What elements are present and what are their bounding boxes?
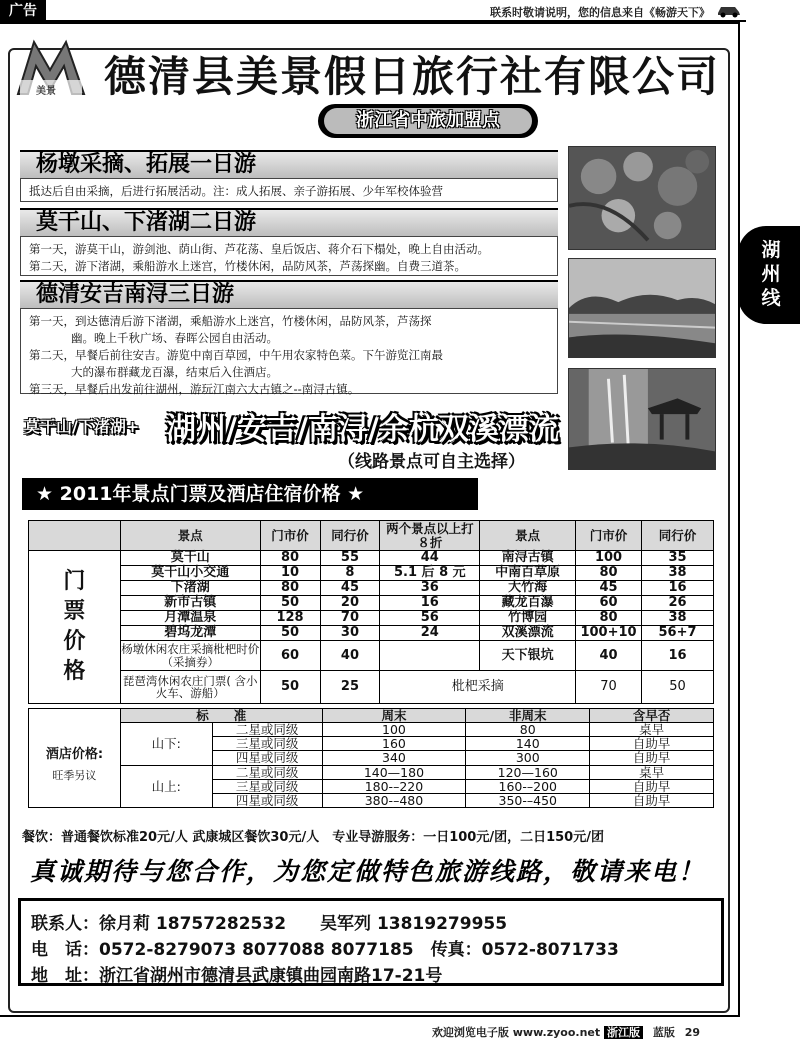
cell: 新市古镇 xyxy=(120,596,260,611)
cell: 56+7 xyxy=(642,626,714,641)
cell: 160-–200 xyxy=(466,779,590,793)
cell: 20 xyxy=(320,596,380,611)
tour-3-line: 第三天，早餐后出发前往湖州，游玩江南六大古镇之--南浔古镇。 xyxy=(29,382,360,396)
franchise-badge: 浙江省中旅加盟点 xyxy=(324,108,532,134)
page-number: 29 xyxy=(684,1026,700,1039)
tour-1-title: 杨墩采摘、拓展一日游 xyxy=(36,152,257,177)
edition-tag: 浙江版 xyxy=(604,1026,643,1039)
table-row xyxy=(29,581,714,596)
table-corner-cell xyxy=(29,521,121,551)
table-header-row xyxy=(29,709,714,723)
cell: 桌早 xyxy=(590,723,714,737)
column-header: 同行价 xyxy=(642,521,714,551)
meal-guide-info: 餐饮：普通餐饮标准20元/人 武康城区餐饮30元/人 专业导游服务：一日100元/团，二日150元/团 xyxy=(22,830,604,845)
slogan: 真诚期待与您合作，为您定做特色旅游线路，敬请来电！ xyxy=(30,857,706,886)
cell: 50 xyxy=(260,596,320,611)
cell: 月潭温泉 xyxy=(120,611,260,626)
tour-2-body xyxy=(20,236,558,276)
cell: 16 xyxy=(642,641,714,671)
edition-color: 蓝版 xyxy=(652,1026,675,1039)
cell: 50 xyxy=(642,671,714,704)
cell: 35 xyxy=(642,551,714,566)
tour-3-title: 德清安吉南浔三日游 xyxy=(36,282,235,307)
source-note: 联系时敬请说明，您的信息来自《畅游天下》 xyxy=(490,6,710,19)
cell: 25 xyxy=(320,671,380,704)
cell: 44 xyxy=(380,551,480,566)
cell: 中南百草原 xyxy=(480,566,576,581)
route-banner xyxy=(24,404,564,446)
photo-lake xyxy=(568,258,716,358)
cell: 桌早 xyxy=(590,765,714,779)
table-corner-cell xyxy=(29,709,121,723)
tour-3-header xyxy=(20,280,558,308)
cell: 80 xyxy=(576,566,642,581)
cell: 二星或同级 xyxy=(212,765,322,779)
cell: 四星或同级 xyxy=(212,793,322,807)
logo-text: 美景 xyxy=(36,86,56,97)
cell: 双溪漂流 xyxy=(480,626,576,641)
price-section-title: ★ 2011年景点门票及酒店住宿价格 ★ xyxy=(22,478,478,510)
column-header: 两个景点以上打８折 xyxy=(380,521,480,551)
cell: 16 xyxy=(380,596,480,611)
ticket-side-label-text: 门票价格 xyxy=(63,569,86,684)
tour-3-line: 幽。晚上千秋广场、春晖公园自由活动。 xyxy=(71,331,278,345)
cell: 45 xyxy=(320,581,380,596)
cell: 380-–480 xyxy=(322,793,466,807)
cell: 80 xyxy=(576,611,642,626)
hotel-location: 山上: xyxy=(120,765,212,807)
cell: 莫干山小交通 xyxy=(120,566,260,581)
column-header: 含早否 xyxy=(590,709,714,723)
cell: 128 xyxy=(260,611,320,626)
contact-box xyxy=(18,898,724,986)
tour-3-body xyxy=(20,308,558,394)
hotel-location: 山下: xyxy=(120,723,212,765)
table-row xyxy=(29,671,714,704)
route-main: 湖州/安吉/南浔/余杭双溪漂流 xyxy=(166,412,559,447)
cell: 50 xyxy=(260,626,320,641)
tour-1-header xyxy=(20,150,558,178)
cell: 藏龙百瀑 xyxy=(480,596,576,611)
ticket-side-label xyxy=(29,551,121,704)
photo-fruit xyxy=(568,146,716,250)
badge-frame xyxy=(318,104,538,138)
cell: 100 xyxy=(322,723,466,737)
tour-2-header xyxy=(20,208,558,236)
cell: 天下银坑 xyxy=(480,641,576,671)
table-header-row xyxy=(29,521,714,551)
cell: 琵琶湾休闲农庄门票( 含小火车、游船） xyxy=(120,671,260,704)
cell: 80 xyxy=(260,551,320,566)
tour-2-line: 第二天，游下渚湖，乘船游水上迷宫，竹楼休闲，品防风茶，芦荡探幽。自费三道茶。 xyxy=(29,259,466,273)
column-header: 非周末 xyxy=(466,709,590,723)
tour-3-line: 第二天，早餐后前往安吉。游览中南百草园，中午用农家特色菜。下午游览江南最 xyxy=(29,348,443,362)
cell: 26 xyxy=(642,596,714,611)
table-row xyxy=(29,723,714,737)
cell: 三星或同级 xyxy=(212,737,322,751)
cell: 自助早 xyxy=(590,751,714,765)
cell: 300 xyxy=(466,751,590,765)
column-header: 门市价 xyxy=(260,521,320,551)
tour-2-title: 莫干山、下渚湖二日游 xyxy=(36,210,257,235)
cell: 碧坞龙潭 xyxy=(120,626,260,641)
cell: 80 xyxy=(260,581,320,596)
table-row xyxy=(29,765,714,779)
page-footer xyxy=(432,1024,700,1040)
hotel-price-table xyxy=(28,708,714,808)
cell: 80 xyxy=(466,723,590,737)
route-prefix: 莫干山/下渚湖+ xyxy=(24,417,140,436)
photo-waterfall xyxy=(568,368,716,470)
hotel-label: 酒店价格: xyxy=(45,747,104,763)
cell: 24 xyxy=(380,626,480,641)
column-header: 景点 xyxy=(480,521,576,551)
cell: 自助早 xyxy=(590,779,714,793)
table-row xyxy=(29,626,714,641)
hotel-side-label xyxy=(29,723,121,808)
hotel-sub-label: 旺季另议 xyxy=(52,768,97,782)
ticket-price-table xyxy=(28,520,714,704)
column-header: 标 准 xyxy=(120,709,322,723)
cell: 160 xyxy=(322,737,466,751)
cell: 50 xyxy=(260,671,320,704)
region-tab xyxy=(738,226,800,324)
cell: 70 xyxy=(320,611,380,626)
cell: 枇杷采摘 xyxy=(380,671,576,704)
company-name: 德清县美景假日旅行社有限公司 xyxy=(104,52,721,101)
cell: 下渚湖 xyxy=(120,581,260,596)
cell: 70 xyxy=(576,671,642,704)
table-row xyxy=(29,596,714,611)
column-header: 周末 xyxy=(322,709,466,723)
tour-1-body xyxy=(20,178,558,202)
cell: 8 xyxy=(320,566,380,581)
cell: 自助早 xyxy=(590,793,714,807)
tour-3-line: 大的瀑布群藏龙百瀑，结束后入住酒店。 xyxy=(71,365,278,379)
table-row xyxy=(29,551,714,566)
footer-welcome: 欢迎浏览电子版 www.zyoo.net xyxy=(431,1026,601,1039)
cell: 40 xyxy=(320,641,380,671)
cell: 30 xyxy=(320,626,380,641)
cell: 16 xyxy=(642,581,714,596)
cell: 38 xyxy=(642,611,714,626)
cell: 45 xyxy=(576,581,642,596)
region-tab-label: 湖州线 xyxy=(761,239,781,309)
cell: 5.1 后 8 元 xyxy=(380,566,480,581)
tour-3-line: 第一天，到达德清后游下渚湖，乘船游水上迷宫，竹楼休闲，品防风茶，芦荡探 xyxy=(29,314,432,328)
table-row xyxy=(29,566,714,581)
route-note: （线路景点可自主选择） xyxy=(338,452,525,472)
column-header: 门市价 xyxy=(576,521,642,551)
cell xyxy=(380,641,480,671)
cell: 38 xyxy=(642,566,714,581)
cell: 340 xyxy=(322,751,466,765)
cell: 杨墩休闲农庄采摘枇杷时价（采摘券） xyxy=(121,642,260,669)
cell: 60 xyxy=(260,641,320,671)
cell: 55 xyxy=(320,551,380,566)
table-row xyxy=(29,641,714,671)
cell: 自助早 xyxy=(590,737,714,751)
cell: 二星或同级 xyxy=(212,723,322,737)
cell: 140—180 xyxy=(322,765,466,779)
top-strip xyxy=(0,0,800,22)
cell: 大竹海 xyxy=(480,581,576,596)
cell: 100+10 xyxy=(576,626,642,641)
table-row xyxy=(29,611,714,626)
cell: 180-–220 xyxy=(322,779,466,793)
cell: 56 xyxy=(380,611,480,626)
cell: 四星或同级 xyxy=(212,751,322,765)
cell: 36 xyxy=(380,581,480,596)
cell: 120—160 xyxy=(466,765,590,779)
cell: 60 xyxy=(576,596,642,611)
cell: 莫干山 xyxy=(120,551,260,566)
cell: 南浔古镇 xyxy=(480,551,576,566)
tour-2-line: 第一天，游莫干山，游剑池、荫山街、芦花荡、皇后饭店、蒋介石下榻处，晚上自由活动。 xyxy=(29,242,489,256)
column-header: 景点 xyxy=(120,521,260,551)
contact-people: 联系人：徐月莉 18757282532 吴军列 13819279955 xyxy=(31,914,508,934)
cell: 100 xyxy=(576,551,642,566)
cell: 三星或同级 xyxy=(212,779,322,793)
tour-1-line: 抵达后自由采摘，后进行拓展活动。注：成人拓展、亲子游拓展、少年军校体验营 xyxy=(29,184,443,198)
column-header: 同行价 xyxy=(320,521,380,551)
ad-label: 广告 xyxy=(0,0,46,22)
cell: 竹博园 xyxy=(480,611,576,626)
cell: 40 xyxy=(576,641,642,671)
cell: 350-–450 xyxy=(466,793,590,807)
cell: 140 xyxy=(466,737,590,751)
cell: 10 xyxy=(260,566,320,581)
contact-address: 地 址：浙江省湖州市德清县武康镇曲园南路17-21号 xyxy=(31,966,443,986)
car-icon xyxy=(716,2,742,18)
contact-phone: 电 话：0572-8279073 8077088 8077185 传真：0572-8071733 xyxy=(31,940,619,960)
